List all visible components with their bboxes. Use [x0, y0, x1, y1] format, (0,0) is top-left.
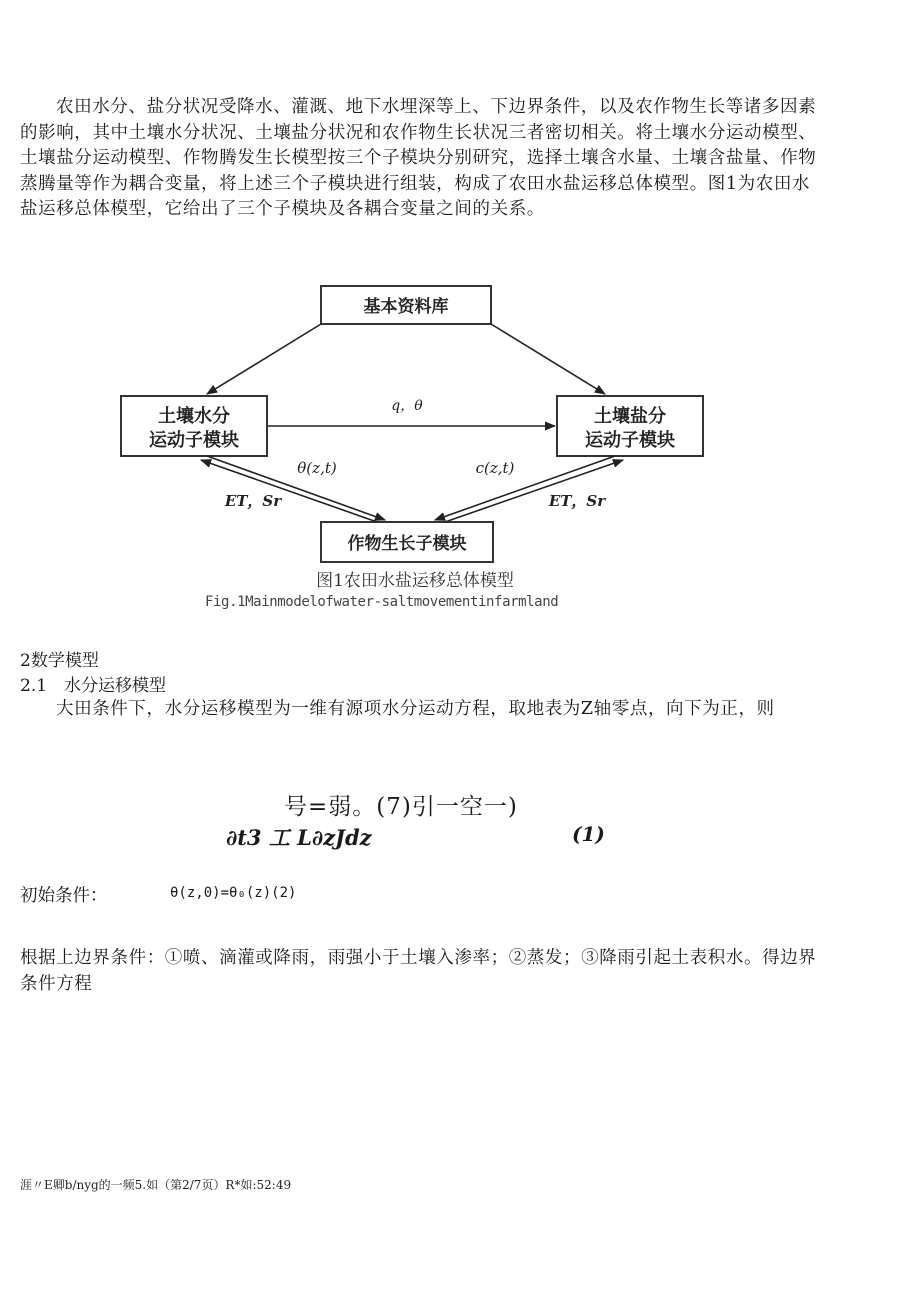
- page-footer: 涯〃E卿b/nyg的一频5.如（第2/7页）R*如:52:49: [20, 1178, 292, 1192]
- label-et-sr-left: ET，Sr: [224, 492, 282, 510]
- label-q-theta: q，θ: [391, 398, 423, 414]
- section-heading-2: 2数学模型: [20, 651, 99, 671]
- section-title: 水分运移模型: [64, 676, 166, 696]
- label-c-zt: c(z,t): [475, 459, 515, 477]
- equation-number: (1): [572, 822, 605, 846]
- water-paragraph: 大田条件下，水分运移模型为一维有源项水分运动方程，取地表为Z轴零点，向下为正，则: [56, 699, 775, 719]
- figure-caption-cn: 图1农田水盐运移总体模型: [316, 571, 514, 591]
- arrow-right-to-bottom: [435, 456, 615, 520]
- initial-condition-equation: θ(z,0)=θ₀(z)(2): [170, 885, 297, 901]
- arrow-bottom-to-right: [445, 460, 623, 522]
- arrow-left-to-bottom: [207, 456, 385, 520]
- model-diagram: [115, 280, 715, 570]
- equation-line-1: 号=弱。(7)引一空一): [284, 794, 518, 820]
- equation-line-2: ∂t3 工 L∂zJdz: [226, 825, 372, 850]
- bottom-box-label: 作物生长子模块: [347, 534, 467, 554]
- intro-paragraph: 农田水分、盐分状况受降水、灌溉、地下水埋深等上、下边界条件，以及农作物生长等诸多因素的影响，其中土壤水分状况、土壤盐分状况和农作物生长状况三者密切相关。将土壤水分运动模型、土壤盐分运动模型、作物腾发生长模型按三个子模块分别研究，选择土壤含水量、土壤含盐量、作物蒸腾量等作为耦合变量，将上述三个子模块进行组装，构成了农田水盐运移总体模型。图1为农田水盐运移总体模型，它给出了三个子模块及各耦合变量之间的关系。: [20, 97, 817, 220]
- left-box-line1: 土壤水分: [158, 406, 230, 427]
- figure-caption-en: Fig.1Mainmodelofwater-saltmovementinfarmland: [205, 594, 559, 610]
- label-et-sr-right: ET，Sr: [548, 492, 606, 510]
- arrow-bottom-to-left: [201, 460, 377, 522]
- arrow-top-to-right: [491, 324, 605, 394]
- initial-condition-label: 初始条件：: [20, 886, 108, 906]
- right-box-line1: 土壤盐分: [594, 406, 666, 427]
- left-box-line2: 运动子模块: [149, 430, 239, 451]
- section-number: 2.1: [20, 676, 48, 696]
- arrow-top-to-left: [207, 324, 321, 394]
- boundary-paragraph: 根据上边界条件：①喷、滴灌或降雨，雨强小于土壤入渗率；②蒸发；③降雨引起土表积水。得边界条件方程: [20, 948, 817, 994]
- section-heading-2-1: [20, 671, 166, 696]
- label-theta-zt: θ(z,t): [297, 459, 337, 477]
- top-box-label: 基本资料库: [363, 297, 449, 317]
- right-box-line2: 运动子模块: [585, 430, 675, 451]
